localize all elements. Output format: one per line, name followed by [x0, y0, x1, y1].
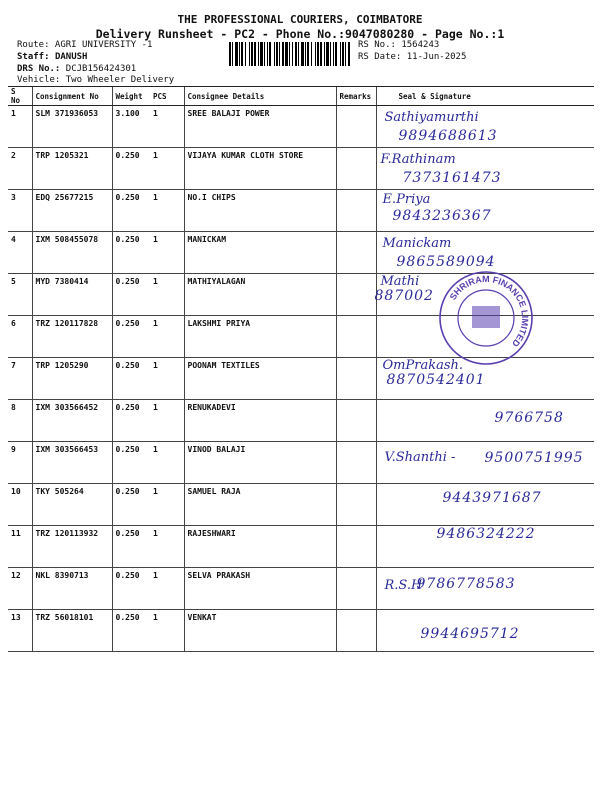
row-weight: 0.250 — [112, 316, 150, 358]
drs-line — [17, 64, 136, 74]
row-remarks — [336, 232, 376, 274]
row-weight: 0.250 — [112, 610, 150, 652]
signature-phone: 9786778583 — [416, 576, 516, 592]
signature-phone: 9894688613 — [398, 128, 498, 144]
table-header-row — [8, 87, 594, 106]
row-remarks — [336, 148, 376, 190]
row-consignment-no: IXM 303566452 — [32, 400, 112, 442]
row-consignment-no: NKL 8390713 — [32, 568, 112, 610]
row-weight: 0.250 — [112, 484, 150, 526]
row-pcs: 1 — [150, 106, 184, 148]
row-consignee: POONAM TEXTILES — [184, 358, 336, 400]
row-remarks — [336, 190, 376, 232]
signature-phone: 9944695712 — [420, 626, 520, 642]
runsheet-subtitle: Delivery Runsheet - PC2 - Phone No.:9047080280 - Page No.:1 — [95, 27, 505, 41]
row-sno: 6 — [8, 316, 32, 358]
table-row — [8, 106, 594, 148]
row-consignment-no: TRZ 120113932 — [32, 526, 112, 568]
row-remarks — [336, 610, 376, 652]
row-signature — [376, 106, 594, 148]
row-pcs: 1 — [150, 568, 184, 610]
signature-name: F.Rathinam — [380, 152, 456, 167]
row-consignee: VENKAT — [184, 610, 336, 652]
row-weight: 0.250 — [112, 190, 150, 232]
table-row — [8, 526, 594, 568]
row-remarks — [336, 484, 376, 526]
row-consignment-no: TKY 505264 — [32, 484, 112, 526]
row-pcs: 1 — [150, 190, 184, 232]
signature-phone: 9443971687 — [442, 490, 542, 506]
row-consignee: RAJESHWARI — [184, 526, 336, 568]
row-consignee: VIJAYA KUMAR CLOTH STORE — [184, 148, 336, 190]
row-consignee: NO.I CHIPS — [184, 190, 336, 232]
drs-number: DCJB156424301 — [65, 64, 137, 74]
signature-phone: 887002 — [374, 288, 434, 304]
row-weight: 0.250 — [112, 148, 150, 190]
table-row — [8, 568, 594, 610]
row-pcs: 1 — [150, 400, 184, 442]
svg-text:SHRIRAM FINANCE LIMITED: SHRIRAM FINANCE LIMITED — [447, 273, 531, 349]
row-remarks — [336, 568, 376, 610]
row-signature — [376, 400, 594, 442]
row-sno: 8 — [8, 400, 32, 442]
row-pcs: 1 — [150, 484, 184, 526]
route-label: Route: AGRI UNIVERSITY -1 — [17, 40, 153, 50]
signature-name: V.Shanthi - — [384, 450, 456, 465]
col-pcs: PCS — [150, 87, 184, 106]
row-consignment-no: IXM 303566453 — [32, 442, 112, 484]
row-sno: 2 — [8, 148, 32, 190]
row-weight: 0.250 — [112, 526, 150, 568]
row-consignee: SAMUEL RAJA — [184, 484, 336, 526]
staff-label: Staff: — [17, 52, 50, 62]
row-consignee: MANICKAM — [184, 232, 336, 274]
row-sno: 5 — [8, 274, 32, 316]
row-signature — [376, 148, 594, 190]
row-consignment-no: TRP 1205290 — [32, 358, 112, 400]
company-seal-stamp — [436, 268, 536, 368]
signature-name: Mathi — [380, 274, 420, 289]
row-consignee: RENUKADEVI — [184, 400, 336, 442]
row-weight: 0.250 — [112, 400, 150, 442]
runsheet-table — [8, 86, 594, 652]
table-row — [8, 400, 594, 442]
row-signature — [376, 190, 594, 232]
row-remarks — [336, 526, 376, 568]
row-signature — [376, 526, 594, 568]
company-title: THE PROFESSIONAL COURIERS, COIMBATORE — [177, 13, 423, 26]
row-signature — [376, 610, 594, 652]
row-remarks — [336, 400, 376, 442]
col-sno: S No — [8, 87, 32, 106]
signature-phone: 9843236367 — [392, 208, 492, 224]
row-weight: 0.250 — [112, 274, 150, 316]
row-remarks — [336, 358, 376, 400]
row-weight: 0.250 — [112, 568, 150, 610]
row-consignment-no: TRZ 120117828 — [32, 316, 112, 358]
staff-name: DANUSH — [54, 52, 88, 62]
signature-phone: 7373161473 — [402, 170, 502, 186]
signature-name: Sathiyamurthi — [384, 110, 479, 125]
row-remarks — [336, 316, 376, 358]
col-consignee-details: Consignee Details — [184, 87, 336, 106]
row-sno: 12 — [8, 568, 32, 610]
signature-name: OmPrakash. — [382, 358, 464, 373]
row-pcs: 1 — [150, 526, 184, 568]
signature-name: R.S.H — [384, 578, 423, 593]
row-pcs: 1 — [150, 316, 184, 358]
signature-phone: 9766758 — [494, 410, 564, 426]
vehicle-label: Vehicle: Two Wheeler Delivery — [17, 75, 175, 85]
signature-phone: 8870542401 — [386, 372, 486, 388]
row-weight: 0.250 — [112, 442, 150, 484]
row-pcs: 1 — [150, 358, 184, 400]
signature-phone: 9500751995 — [484, 450, 584, 466]
table-row — [8, 190, 594, 232]
row-consignment-no: MYD 7380414 — [32, 274, 112, 316]
row-sno: 9 — [8, 442, 32, 484]
staff-line — [17, 52, 87, 62]
row-weight: 3.100 — [112, 106, 150, 148]
row-consignment-no: EDQ 25677215 — [32, 190, 112, 232]
row-sno: 7 — [8, 358, 32, 400]
barcode-icon — [229, 42, 351, 66]
row-consignee: MATHIYALAGAN — [184, 274, 336, 316]
row-pcs: 1 — [150, 610, 184, 652]
table-row — [8, 148, 594, 190]
row-weight: 0.250 — [112, 358, 150, 400]
row-sno: 3 — [8, 190, 32, 232]
row-sno: 1 — [8, 106, 32, 148]
table-row — [8, 484, 594, 526]
row-consignment-no: SLM 371936053 — [32, 106, 112, 148]
row-consignment-no: TRZ 56018101 — [32, 610, 112, 652]
row-sno: 10 — [8, 484, 32, 526]
table-row — [8, 442, 594, 484]
col-consignment-no: Consignment No — [32, 87, 112, 106]
row-remarks — [336, 274, 376, 316]
row-pcs: 1 — [150, 442, 184, 484]
row-sno: 11 — [8, 526, 32, 568]
col-remarks: Remarks — [336, 87, 376, 106]
signature-phone: 9486324222 — [436, 526, 536, 542]
signature-name: Manickam — [382, 236, 452, 251]
table-row — [8, 610, 594, 652]
rs-date: RS Date: 11-Jun-2025 — [358, 52, 467, 62]
col-seal-signature: Seal & Signature — [376, 87, 594, 106]
row-consignment-no: IXM 508455078 — [32, 232, 112, 274]
row-weight: 0.250 — [112, 232, 150, 274]
row-remarks — [336, 106, 376, 148]
row-pcs: 1 — [150, 232, 184, 274]
signature-name: E.Priya — [382, 192, 431, 207]
drs-label: DRS No.: — [17, 64, 61, 74]
row-remarks — [336, 442, 376, 484]
row-pcs: 1 — [150, 274, 184, 316]
row-signature — [376, 442, 594, 484]
row-signature — [376, 568, 594, 610]
row-consignee: VINOD BALAJI — [184, 442, 336, 484]
row-pcs: 1 — [150, 148, 184, 190]
row-consignee: SREE BALAJI POWER — [184, 106, 336, 148]
row-consignment-no: TRP 1205321 — [32, 148, 112, 190]
row-sno: 4 — [8, 232, 32, 274]
row-consignee: LAKSHMI PRIYA — [184, 316, 336, 358]
col-weight: Weight — [112, 87, 150, 106]
signature-phone: 9865589094 — [396, 254, 496, 270]
rs-number: RS No.: 1564243 — [358, 40, 440, 50]
row-sno: 13 — [8, 610, 32, 652]
row-signature — [376, 484, 594, 526]
row-consignee: SELVA PRAKASH — [184, 568, 336, 610]
